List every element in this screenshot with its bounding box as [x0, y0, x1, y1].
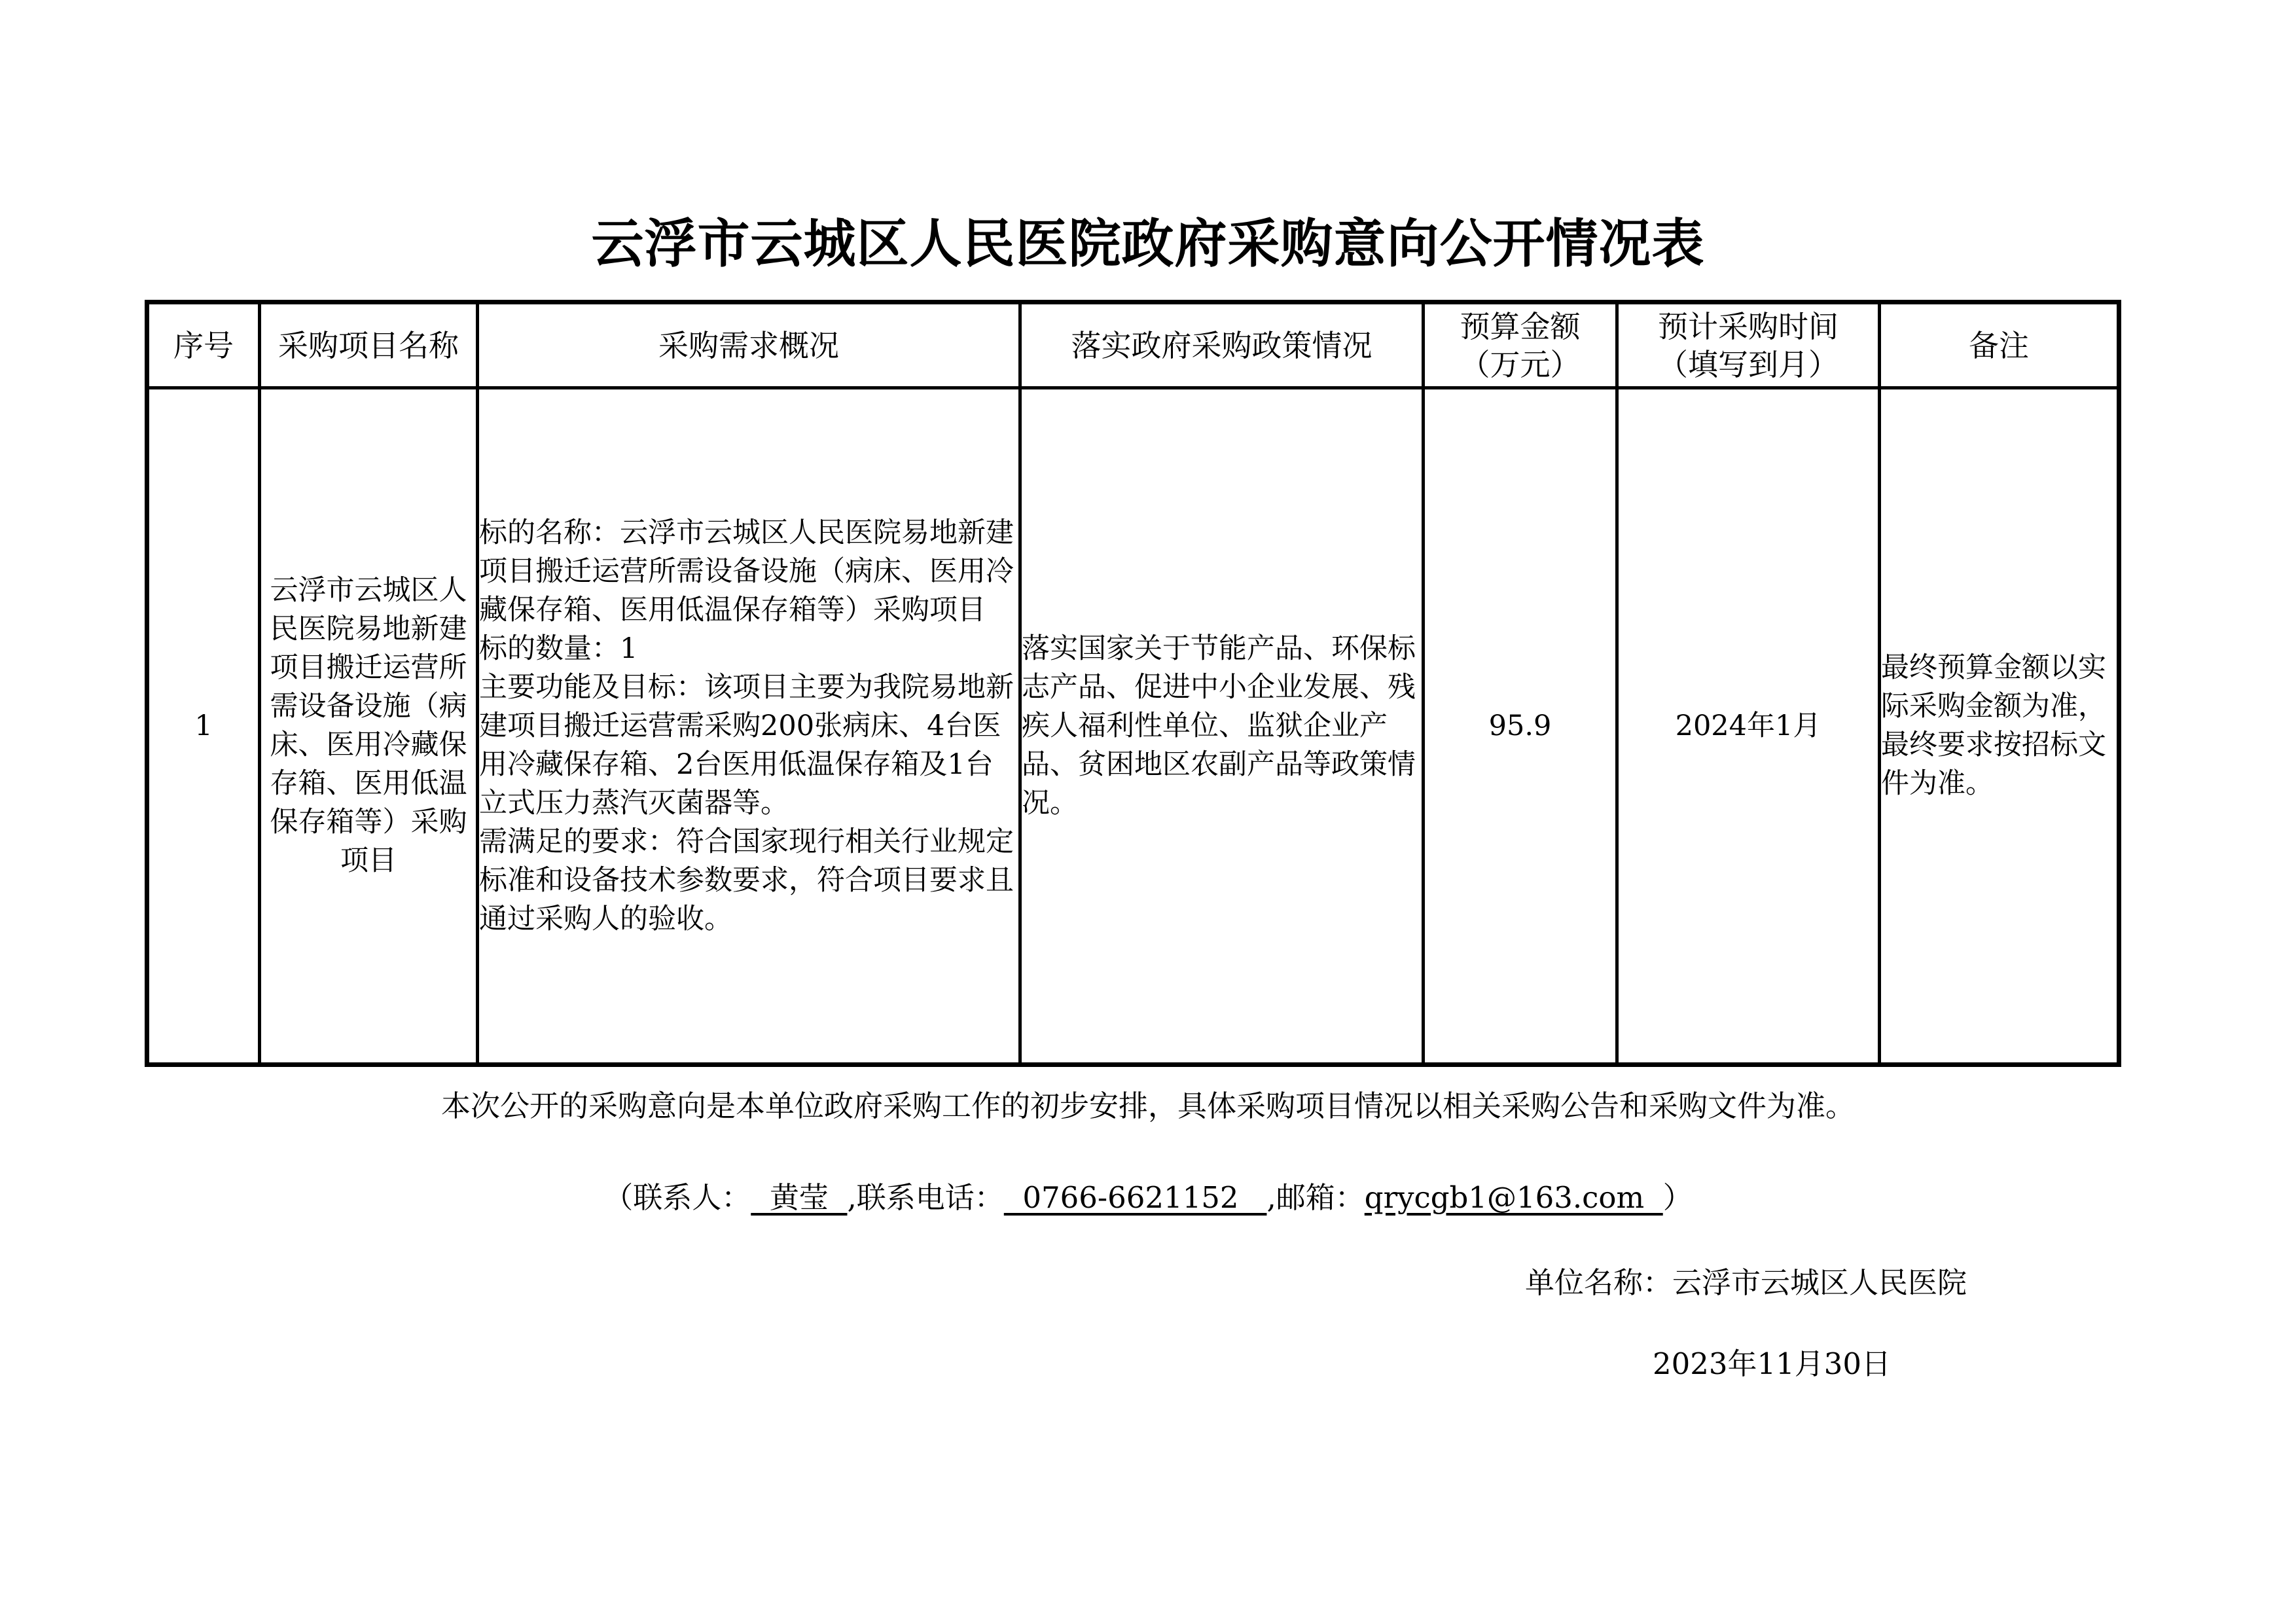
contact-email: qrycgb1@163.com: [1364, 1180, 1663, 1215]
procurement-intent-table: [145, 300, 2121, 1067]
cell-demand-overview: [478, 388, 1020, 1065]
cell-budget: 95.9: [1424, 388, 1617, 1065]
header-demand-overview: 采购需求概况: [478, 302, 1020, 388]
header-time-line2: （填写到月）: [1658, 346, 1839, 382]
header-time: [1617, 302, 1880, 388]
header-budget-line1: 预算金额: [1460, 308, 1581, 344]
contact-person: 黄莹: [751, 1180, 848, 1215]
sign-date: 2023年11月30日: [1653, 1346, 1892, 1381]
contact-line: [0, 1178, 2296, 1218]
contact-email-label: ,邮箱：: [1266, 1180, 1365, 1215]
table-row: [147, 388, 2119, 1065]
header-budget-line2: （万元）: [1460, 346, 1581, 382]
cell-project-name: 云浮市云城区人民医院易地新建项目搬迁运营所需设备设施（病床、医用冷藏保存箱、医用低温保存箱等）采购项目: [260, 388, 478, 1065]
page-title: 云浮市云城区人民医院政府采购意向公开情况表: [591, 213, 1705, 274]
header-time-line1: 预计采购时间: [1658, 308, 1839, 344]
demand-quantity: 标的数量：1: [479, 632, 638, 665]
cell-remark: 最终预算金额以实际采购金额为准，最终要求按招标文件为准。: [1880, 388, 2119, 1065]
table-header-row: [147, 302, 2119, 388]
footnote: 本次公开的采购意向是本单位政府采购工作的初步安排，具体采购项目情况以相关采购公告和采购文件为准。: [440, 1089, 1855, 1123]
contact-close-paren: ）: [1662, 1180, 1693, 1215]
cell-index: 1: [147, 388, 260, 1065]
contact-phone: 0766-6621152: [1003, 1180, 1267, 1215]
demand-subject: 标的名称：云浮市云城区人民医院易地新建项目搬迁运营所需设备设施（病床、医用冷藏保存箱、医用低温保存箱等）采购项目: [479, 516, 1014, 626]
contact-phone-label: ,联系电话：: [847, 1180, 1004, 1215]
header-index: 序号: [147, 302, 260, 388]
header-budget: [1424, 302, 1617, 388]
header-policy: 落实政府采购政策情况: [1020, 302, 1424, 388]
cell-time: 2024年1月: [1617, 388, 1880, 1065]
demand-requirement: 需满足的要求：符合国家现行相关行业规定标准和设备技术参数要求，符合项目要求且通过采购人的验收。: [479, 825, 1014, 935]
header-remark: 备注: [1880, 302, 2119, 388]
unit-name: 单位名称：云浮市云城区人民医院: [1525, 1265, 1967, 1300]
contact-open-paren: （联系人：: [603, 1180, 751, 1215]
header-project-name: 采购项目名称: [260, 302, 478, 388]
demand-function: 主要功能及目标：该项目主要为我院易地新建项目搬迁运营需采购200张病床、4台医用冷藏保存箱、2台医用低温保存箱及1台立式压力蒸汽灭菌器等。: [479, 670, 1014, 820]
cell-policy: 落实国家关于节能产品、环保标志产品、促进中小企业发展、残疾人福利性单位、监狱企业产品、贫困地区农副产品等政策情况。: [1020, 388, 1424, 1065]
